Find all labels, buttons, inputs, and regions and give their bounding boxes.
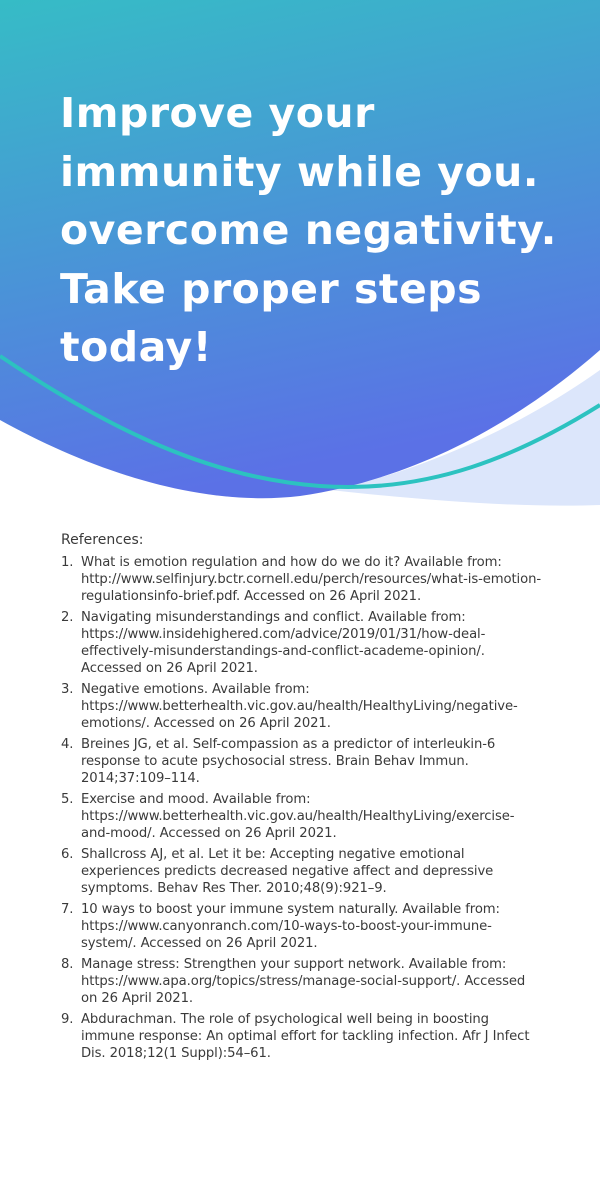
reference-item bbox=[61, 609, 541, 677]
headline bbox=[60, 84, 580, 377]
reference-number: 7. bbox=[61, 902, 74, 917]
reference-text: Negative emotions. Available from: https://www.betterhealth.vic.gov.au/health/HealthyLiving/negative-emotions/. Accessed on 26 April 2021. bbox=[81, 682, 518, 731]
references-section bbox=[61, 530, 541, 1066]
reference-item bbox=[61, 554, 541, 605]
reference-text: 10 ways to boost your immune system naturally. Available from: https://www.canyonranch.com/10-ways-to-boost-your-immune-system/. Accessed on 26 April 2021. bbox=[81, 902, 500, 951]
reference-item bbox=[61, 901, 541, 952]
reference-text: Breines JG, et al. Self-compassion as a predictor of interleukin-6 response to acute psychosocial stress. Brain Behav Immun. 2014;37:109–114. bbox=[81, 737, 496, 786]
reference-text: Manage stress: Strengthen your support network. Available from: https://www.apa.org/topics/stress/manage-social-support/. Accessed on 26 April 2021. bbox=[81, 957, 526, 1006]
reference-text: What is emotion regulation and how do we do it? Available from: http://www.selfinjury.bctr.cornell.edu/perch/resources/what-is-emotion-regulationsinfo-brief.pdf. Accessed on 26 April 2021. bbox=[81, 555, 542, 604]
reference-number: 6. bbox=[61, 847, 74, 862]
reference-item bbox=[61, 846, 541, 897]
reference-number: 9. bbox=[61, 1012, 74, 1027]
reference-text: Shallcross AJ, et al. Let it be: Accepting negative emotional experiences predicts decreased negative affect and depressive symptoms. Behav Res Ther. 2010;48(9):921–9. bbox=[81, 847, 494, 896]
reference-number: 1. bbox=[61, 555, 74, 570]
reference-number: 4. bbox=[61, 737, 74, 752]
headline-line: overcome negativity. bbox=[60, 206, 557, 254]
references-list bbox=[61, 554, 541, 1062]
references-title: References: bbox=[61, 532, 144, 548]
hero-banner bbox=[0, 0, 600, 520]
headline-line: today! bbox=[60, 323, 212, 371]
reference-item bbox=[61, 736, 541, 787]
headline-line: immunity while you. bbox=[60, 147, 539, 196]
reference-number: 8. bbox=[61, 957, 74, 972]
reference-text: Exercise and mood. Available from: https://www.betterhealth.vic.gov.au/health/HealthyLiving/exercise-and-mood/. Accessed on 26 April 2021. bbox=[81, 792, 515, 841]
reference-item bbox=[61, 956, 541, 1007]
reference-number: 2. bbox=[61, 610, 74, 625]
reference-item bbox=[61, 681, 541, 732]
reference-item bbox=[61, 791, 541, 842]
reference-item bbox=[61, 1011, 541, 1062]
headline-line: Improve your bbox=[60, 89, 375, 137]
reference-text: Navigating misunderstandings and conflict. Available from: https://www.insidehighered.com/advice/2019/01/31/how-deal-effectively-misunderstandings-and-conflict-academe-opinion/. Accessed on 26 April 2021. bbox=[81, 610, 486, 676]
reference-text: Abdurachman. The role of psychological well being in boosting immune response: An optimal effort for tackling infection. Afr J Infect Dis. 2018;12(1 Suppl):54–61. bbox=[81, 1012, 530, 1061]
reference-number: 3. bbox=[61, 682, 74, 697]
reference-number: 5. bbox=[61, 792, 74, 807]
headline-line: Take proper steps bbox=[60, 264, 483, 313]
